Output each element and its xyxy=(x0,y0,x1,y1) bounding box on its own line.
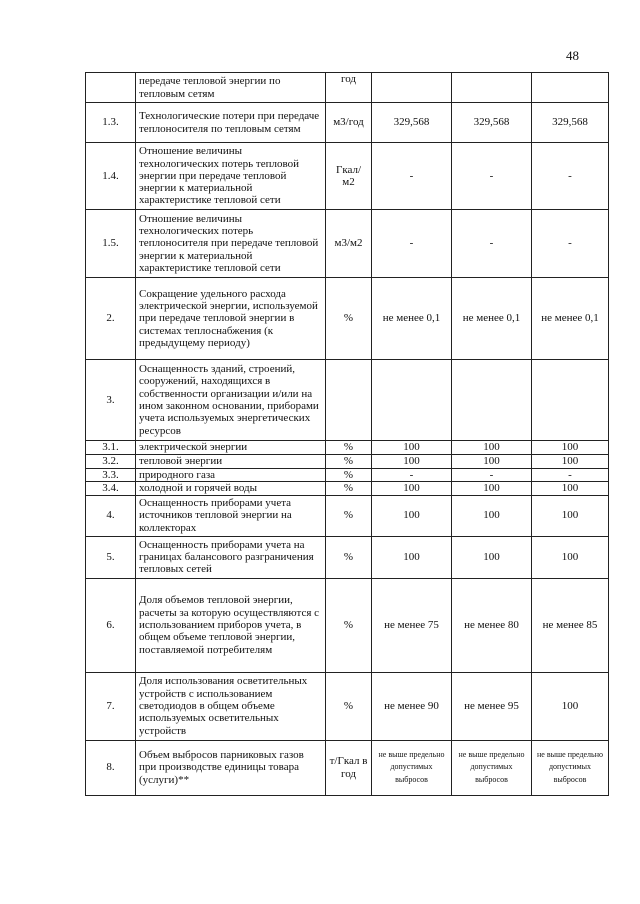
value-year-1: 100 xyxy=(372,536,452,578)
table-row xyxy=(86,482,609,495)
value-year-2: 100 xyxy=(452,536,532,578)
table-row xyxy=(86,278,609,360)
value-year-2: не менее 80 xyxy=(452,578,532,672)
table-row xyxy=(86,441,609,455)
unit-cell: м3/год xyxy=(326,103,372,143)
table-row xyxy=(86,210,609,278)
value-year-3: 100 xyxy=(532,495,609,536)
value-year-3: 100 xyxy=(532,482,609,495)
unit-cell: год xyxy=(326,73,372,103)
value-year-2: - xyxy=(452,143,532,210)
indicator-name: передаче тепловой энергии по тепловым сетям xyxy=(136,73,326,103)
table-row xyxy=(86,495,609,536)
value-year-2: не менее 0,1 xyxy=(452,278,532,360)
unit-cell: % xyxy=(326,495,372,536)
value-year-3 xyxy=(532,360,609,441)
value-year-2: 100 xyxy=(452,482,532,495)
indicator-name: Оснащенность приборами учета источников тепловой энергии на коллекторах xyxy=(136,495,326,536)
indicator-name: холодной и горячей воды xyxy=(136,482,326,495)
table-row xyxy=(86,469,609,482)
indicator-name: электрической энергии xyxy=(136,441,326,455)
unit-cell: % xyxy=(326,578,372,672)
indicator-name: Доля использования осветительных устройств с использованием светодиодов в общем объеме используемых осветительных устройств xyxy=(136,672,326,740)
value-year-2: 329,568 xyxy=(452,103,532,143)
value-year-3: 100 xyxy=(532,455,609,469)
unit-cell: м3/м2 xyxy=(326,210,372,278)
unit-cell: т/Гкал в год xyxy=(326,740,372,795)
row-number: 1.4. xyxy=(86,143,136,210)
value-year-2 xyxy=(452,73,532,103)
row-number: 5. xyxy=(86,536,136,578)
unit-cell: % xyxy=(326,441,372,455)
row-number: 8. xyxy=(86,740,136,795)
table-row xyxy=(86,672,609,740)
unit-cell: % xyxy=(326,536,372,578)
indicator-name: Отношение величины технологических потерь теплоносителя при передаче тепловой энергии к материальной характеристике тепловой сети xyxy=(136,210,326,278)
table-row xyxy=(86,455,609,469)
value-year-2: не выше предельно допустимых выбросов xyxy=(452,740,532,795)
value-year-1: не менее 0,1 xyxy=(372,278,452,360)
value-year-3: не менее 0,1 xyxy=(532,278,609,360)
value-year-2: - xyxy=(452,469,532,482)
value-year-1 xyxy=(372,360,452,441)
indicator-name: природного газа xyxy=(136,469,326,482)
unit-cell: % xyxy=(326,455,372,469)
value-year-3: 100 xyxy=(532,441,609,455)
indicator-name: Объем выбросов парниковых газов при производстве единицы товара (услуги)** xyxy=(136,740,326,795)
row-number: 3.2. xyxy=(86,455,136,469)
value-year-1: - xyxy=(372,210,452,278)
table-row xyxy=(86,360,609,441)
row-number: 1.3. xyxy=(86,103,136,143)
indicator-name: Отношение величины технологических потерь тепловой энергии при передаче тепловой энергии к материальной характеристике тепловой сети xyxy=(136,143,326,210)
unit-cell: % xyxy=(326,672,372,740)
row-number: 7. xyxy=(86,672,136,740)
value-year-1: не менее 90 xyxy=(372,672,452,740)
unit-cell xyxy=(326,360,372,441)
indicator-name: Сокращение удельного расхода электрической энергии, используемой при передаче тепловой энергии в системах теплоснабжения (к предыдущему периоду) xyxy=(136,278,326,360)
page-number: 48 xyxy=(566,48,579,63)
value-year-3: не менее 85 xyxy=(532,578,609,672)
row-number: 3.1. xyxy=(86,441,136,455)
row-number: 3.3. xyxy=(86,469,136,482)
row-number: 6. xyxy=(86,578,136,672)
value-year-3: 100 xyxy=(532,672,609,740)
value-year-2 xyxy=(452,360,532,441)
value-year-1: 100 xyxy=(372,441,452,455)
indicator-name: Технологические потери при передаче теплоносителя по тепловым сетям xyxy=(136,103,326,143)
value-year-3: - xyxy=(532,469,609,482)
row-number: 3. xyxy=(86,360,136,441)
table-row xyxy=(86,740,609,795)
value-year-2: 100 xyxy=(452,441,532,455)
unit-cell: % xyxy=(326,469,372,482)
value-year-2: - xyxy=(452,210,532,278)
value-year-2: 100 xyxy=(452,495,532,536)
value-year-1: не менее 75 xyxy=(372,578,452,672)
row-number: 4. xyxy=(86,495,136,536)
value-year-3: 100 xyxy=(532,536,609,578)
table-row xyxy=(86,536,609,578)
row-number xyxy=(86,73,136,103)
value-year-1: не выше предельно допустимых выбросов xyxy=(372,740,452,795)
value-year-1: 100 xyxy=(372,482,452,495)
table-row xyxy=(86,143,609,210)
value-year-3: не выше предельно допустимых выбросов xyxy=(532,740,609,795)
indicator-name: Доля объемов тепловой энергии, расчеты за которую осуществляются с использованием приборов учета, в общем объеме тепловой энергии, поставляемой потребителям xyxy=(136,578,326,672)
value-year-2: 100 xyxy=(452,455,532,469)
row-number: 1.5. xyxy=(86,210,136,278)
value-year-1: 329,568 xyxy=(372,103,452,143)
indicator-name: тепловой энергии xyxy=(136,455,326,469)
table-row xyxy=(86,578,609,672)
unit-cell: Гкал/ м2 xyxy=(326,143,372,210)
table-body xyxy=(86,73,609,796)
unit-cell: % xyxy=(326,278,372,360)
value-year-2: не менее 95 xyxy=(452,672,532,740)
indicator-name: Оснащенность зданий, строений, сооружений, находящихся в собственности организации и/или на ином законном основании, приборами учета используемых энергетических ресурсов xyxy=(136,360,326,441)
row-number: 3.4. xyxy=(86,482,136,495)
value-year-3 xyxy=(532,73,609,103)
table-row xyxy=(86,103,609,143)
table-row xyxy=(86,73,609,103)
value-year-1: - xyxy=(372,469,452,482)
unit-cell: % xyxy=(326,482,372,495)
indicator-name: Оснащенность приборами учета на границах балансового разграничения тепловых сетей xyxy=(136,536,326,578)
row-number: 2. xyxy=(86,278,136,360)
value-year-1: 100 xyxy=(372,495,452,536)
value-year-1: 100 xyxy=(372,455,452,469)
indicators-table xyxy=(85,72,609,796)
value-year-3: - xyxy=(532,143,609,210)
value-year-1: - xyxy=(372,143,452,210)
value-year-1 xyxy=(372,73,452,103)
value-year-3: - xyxy=(532,210,609,278)
value-year-3: 329,568 xyxy=(532,103,609,143)
